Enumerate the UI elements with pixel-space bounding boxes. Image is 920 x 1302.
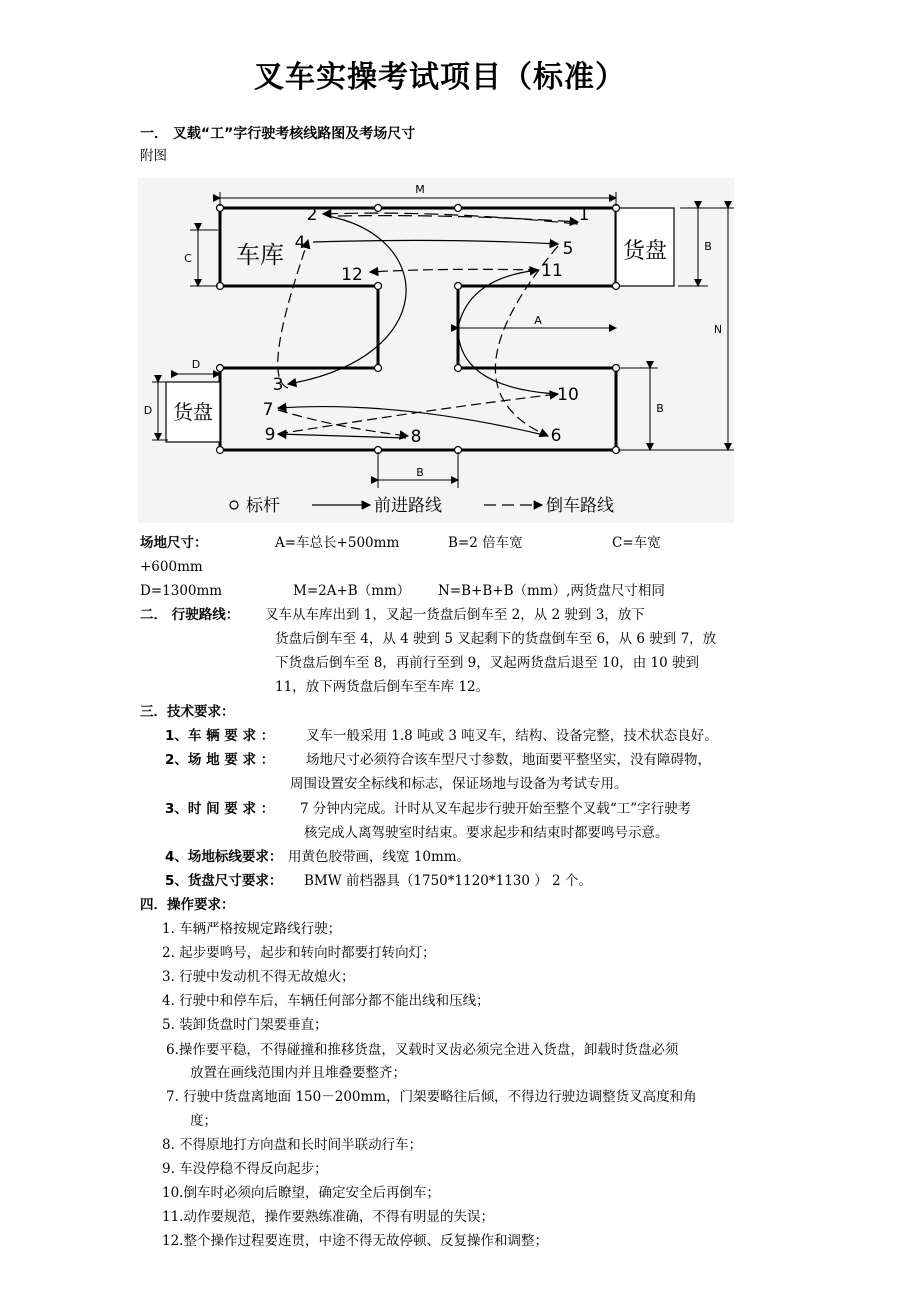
- section1-heading: 一． 叉载“工”字行驶考核线路图及考场尺寸: [140, 126, 416, 142]
- section3-heading: 三．技术要求：: [140, 704, 235, 720]
- figure-caption: 附图: [140, 148, 167, 164]
- tech-item-label: 3、时 间 要 求 ：: [165, 801, 275, 817]
- section4-heading: 四．操作要求：: [140, 897, 235, 913]
- dims-label: 场地尺寸：: [140, 535, 208, 551]
- route-point-3: 3: [272, 375, 284, 395]
- tech-item-label: 5、货盘尺寸要求：: [165, 873, 283, 889]
- dims-a: A=车总长+500mm: [275, 535, 400, 551]
- dims-d: D=1300mm: [140, 583, 223, 599]
- op-item: 6.操作要平稳，不得碰撞和推移货盘，叉载时叉齿必须完全进入货盘，卸载时货盘必须: [166, 1042, 679, 1058]
- dim-label-m: M: [415, 183, 425, 196]
- dim-label-a: A: [534, 314, 542, 327]
- route-diagram: [138, 178, 734, 523]
- tech-item-text: 7 分钟内完成。计时从叉车起步行驶开始至整个叉载“工”字行驶考: [300, 801, 692, 817]
- op-item-cont: 放置在画线范围内并且堆叠要整齐；: [190, 1065, 406, 1081]
- pole: [455, 365, 462, 372]
- section2-line: 11，放下两货盘后倒车至车库 12。: [275, 679, 490, 695]
- route-point-12: 12: [341, 265, 363, 285]
- pole: [613, 365, 620, 372]
- dims-b: B=2 倍车宽: [448, 535, 523, 551]
- dim-label-c: C: [184, 252, 192, 265]
- pole: [375, 283, 382, 290]
- section2-line: 叉车从车库出到 1，叉起一货盘后倒车至 2，从 2 驶到 3，放下: [265, 607, 645, 623]
- op-item: 9. 车没停稳不得反向起步；: [162, 1161, 328, 1177]
- dims-n: N=B+B+B（mm）,两货盘尺寸相同: [438, 583, 665, 599]
- op-item: 12.整个操作过程要连贯，中途不得无故停顿、反复操作和调整；: [162, 1233, 548, 1249]
- pole: [455, 283, 462, 290]
- dims-m: M=2A+B（mm）: [293, 583, 411, 599]
- tech-item-label: 2、场 地 要 求 ：: [165, 752, 275, 768]
- tech-item-text: 用黄色胶带画，线宽 10mm。: [288, 849, 471, 865]
- dim-label-d: D: [143, 404, 153, 417]
- op-item: 8. 不得原地打方向盘和长时间半联动行车；: [162, 1137, 423, 1153]
- pallet-right: [616, 208, 674, 286]
- op-item: 11.动作要规范，操作要熟练准确，不得有明显的失误；: [162, 1209, 494, 1225]
- legend-pole-icon: [230, 501, 238, 509]
- route-point-8: 8: [410, 427, 422, 447]
- legend-reverse-label: 倒车路线: [546, 496, 614, 516]
- dim-label-d: D: [191, 358, 201, 371]
- tech-item-text: BMW 前档器具（1750*1120*1130 ） 2 个。: [304, 873, 592, 889]
- route-point-5: 5: [562, 239, 574, 259]
- op-item: 5. 装卸货盘时门架要垂直；: [162, 1017, 328, 1033]
- op-item: 7. 行驶中货盘离地面 150－200mm，门架要略往后倾，不得边行驶边调整货叉高度和角: [166, 1089, 697, 1105]
- dim-label-b: B: [656, 402, 664, 415]
- route-point-7: 7: [262, 400, 274, 420]
- pole: [217, 447, 224, 454]
- tech-item-label: 4、场地标线要求：: [165, 849, 283, 865]
- tech-item-label: 1、车 辆 要 求 ：: [165, 728, 275, 744]
- section2-heading: 二． 行驶路线：: [140, 607, 240, 623]
- pole: [375, 365, 382, 372]
- pole: [613, 283, 620, 290]
- pallet-left: [166, 382, 220, 442]
- route-point-4: 4: [294, 233, 306, 253]
- route-point-11: 11: [541, 261, 563, 281]
- route-point-2: 2: [306, 205, 318, 225]
- pallet-label-left: 货盘: [173, 400, 213, 424]
- dims-c-cont: +600mm: [140, 559, 203, 575]
- dim-label-n: N: [713, 323, 723, 336]
- section2-line: 下货盘后倒车至 8，再前行至到 9，叉起两货盘后退至 10，由 10 驶到: [275, 655, 699, 671]
- section2-line: 货盘后倒车至 4，从 4 驶到 5 叉起剩下的货盘倒车至 6，从 6 驶到 7，放: [275, 631, 717, 647]
- legend-forward-label: 前进路线: [374, 496, 442, 516]
- pallet-label-right: 货盘: [622, 239, 668, 264]
- dims-c: C=车宽: [612, 535, 661, 551]
- op-item-cont: 度；: [190, 1113, 217, 1129]
- op-item: 1. 车辆严格按规定路线行驶；: [162, 921, 342, 937]
- route-point-1: 1: [578, 205, 590, 225]
- route-point-6: 6: [550, 426, 562, 446]
- pole: [217, 365, 224, 372]
- pole: [455, 205, 462, 212]
- tech-item-text: 周围设置安全标线和标志，保证场地与设备为考试专用。: [290, 776, 628, 792]
- pole: [375, 205, 382, 212]
- route-point-9: 9: [264, 425, 276, 445]
- route-point-10: 10: [557, 385, 579, 405]
- op-item: 2. 起步要鸣号，起步和转向时都要打转向灯；: [162, 945, 436, 961]
- op-item: 3. 行驶中发动机不得无故熄火；: [162, 969, 355, 985]
- tech-item-text: 场地尺寸必须符合该车型尺寸参数，地面要平整坚实，没有障碍物，: [306, 752, 711, 768]
- op-item: 4. 行驶中和停车后，车辆任何部分都不能出线和压线；: [162, 993, 490, 1009]
- dim-label-b: B: [416, 466, 424, 479]
- garage-label: 车库: [236, 241, 284, 269]
- legend-pole-label: 标杆: [246, 496, 280, 516]
- op-item: 10.倒车时必须向后瞭望，确定安全后再倒车；: [162, 1185, 440, 1201]
- tech-item-text: 叉车一般采用 1.8 吨或 3 吨叉车，结构、设备完整，技术状态良好。: [306, 728, 718, 744]
- page-title: 叉车实操考试项目（标准）: [254, 60, 626, 95]
- tech-item-text: 核完成人离驾驶室时结束。要求起步和结束时都要鸣号示意。: [304, 825, 669, 841]
- dim-label-b: B: [704, 240, 712, 253]
